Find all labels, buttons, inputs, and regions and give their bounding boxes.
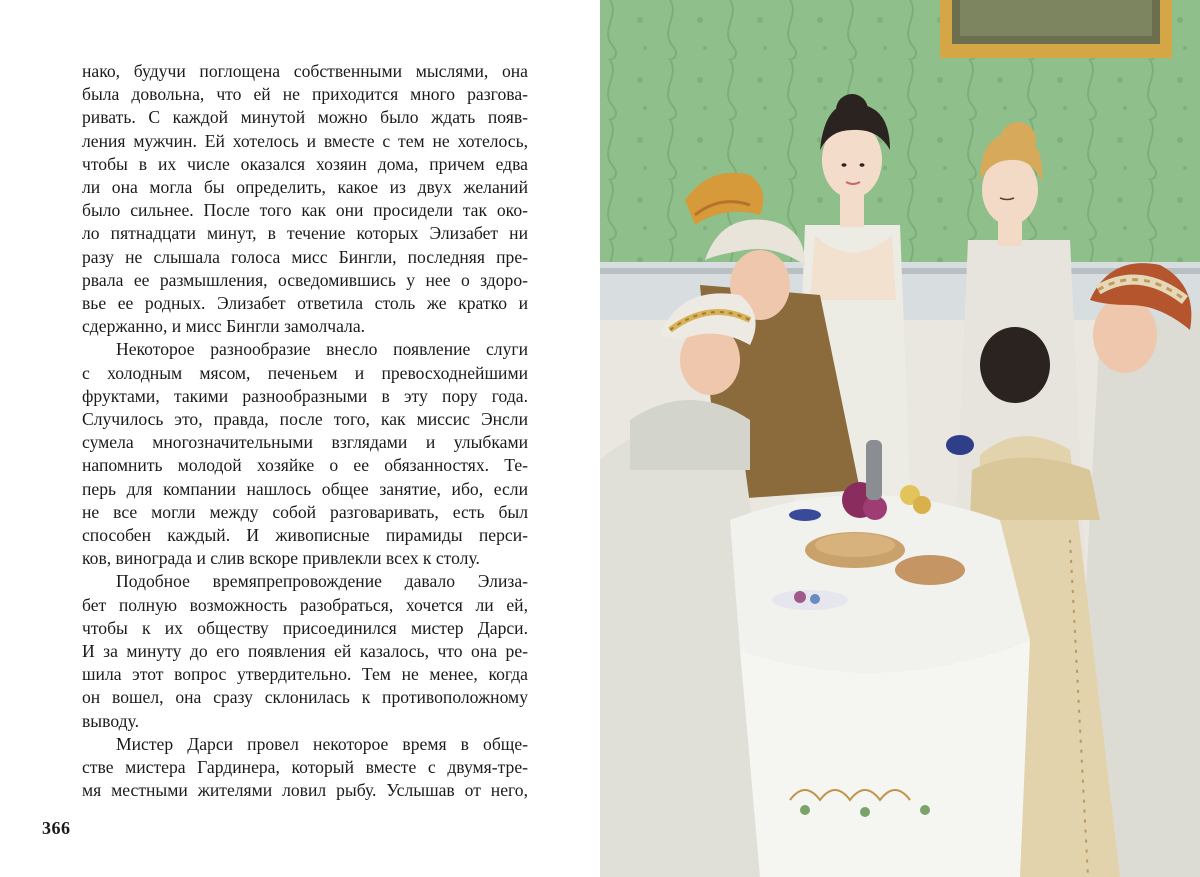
text-line: вье ее родных. Элизабет ответила столь же кратко и	[82, 293, 528, 314]
text-line: стве мистера Гардинера, который вместе с двумя-тре-	[82, 757, 528, 778]
text-line: перь для компании нашлось общее занятие, ибо, если	[82, 478, 528, 499]
text-line: ли она могла бы определить, какое из двух желаний	[82, 177, 528, 198]
text-line: фруктами, такими разнообразными в эту пору года.	[82, 385, 528, 406]
paragraph	[82, 570, 528, 732]
text-line: он вошел, она сразу склонилась к противоположному	[82, 687, 528, 708]
paragraph	[82, 338, 528, 570]
text-block	[82, 60, 528, 803]
text-line: с холодным мясом, печеньем и превосходнейшими	[82, 362, 528, 383]
paragraph	[82, 60, 528, 338]
text-line: рвала ее размышления, осведомившись у нее о здоро-	[82, 269, 528, 290]
text-line: ков, винограда и слив вскоре привлекли всех к столу.	[82, 548, 480, 569]
text-line: было сильнее. После того как они просидели так око-	[82, 200, 528, 221]
text-line: мя местными жителями ловил рыбу. Услышав от него,	[82, 780, 528, 801]
text-line: разу не слышала голоса мисс Бингли, последняя пре-	[82, 246, 528, 267]
text-line: не все могли между собой разговаривать, есть был	[82, 501, 528, 522]
text-line: ления мужчин. Ей хотелось и вместе с тем не хотелось,	[82, 130, 528, 151]
text-line: Мистер Дарси провел некоторое время в обще-	[116, 733, 528, 754]
text-line: Случилось это, правда, после того, как миссис Энсли	[82, 409, 528, 430]
tea-party-illustration	[600, 0, 1200, 877]
text-line: Некоторое разнообразие внесло появление слуги	[116, 339, 528, 360]
picture-frame	[940, 0, 1172, 58]
text-line: чтобы к их обществу присоединился мистер Дарси.	[82, 617, 528, 638]
text-line: И за минуту до его появления ей казалось, что она ре-	[82, 641, 528, 662]
text-line: напомнить молодой хозяйке о ее обязанностях. Те-	[82, 455, 528, 476]
text-line: бет полную возможность разобраться, хочется ли ей,	[82, 594, 528, 615]
text-line: выводу.	[82, 710, 139, 731]
page-number: 366	[42, 818, 71, 838]
text-line: шила этот вопрос утвердительно. Тем не менее, когда	[82, 664, 528, 685]
text-line: ривать. С каждой минутой можно было ждать появ-	[82, 107, 528, 128]
text-line: Подобное времяпрепровождение давало Элиза-	[116, 571, 528, 592]
text-line: нако, будучи поглощена собственными мыслями, она	[82, 61, 528, 81]
text-line: сумела многозначительными взглядами и улыбками	[82, 432, 528, 453]
text-line: сдержанно, и мисс Бингли замолчала.	[82, 316, 366, 337]
paragraph	[82, 733, 528, 803]
illustration	[600, 0, 1200, 877]
text-line: чтобы в их числе оказался хозяин дома, причем едва	[82, 153, 528, 174]
text-line: ло пятнадцати минут, в течение которых Элизабет ни	[82, 223, 528, 244]
text-line: способен каждый. И живописные пирамиды перси-	[82, 525, 528, 546]
text-line: была довольна, что ей не приходится много разгова-	[82, 84, 528, 105]
